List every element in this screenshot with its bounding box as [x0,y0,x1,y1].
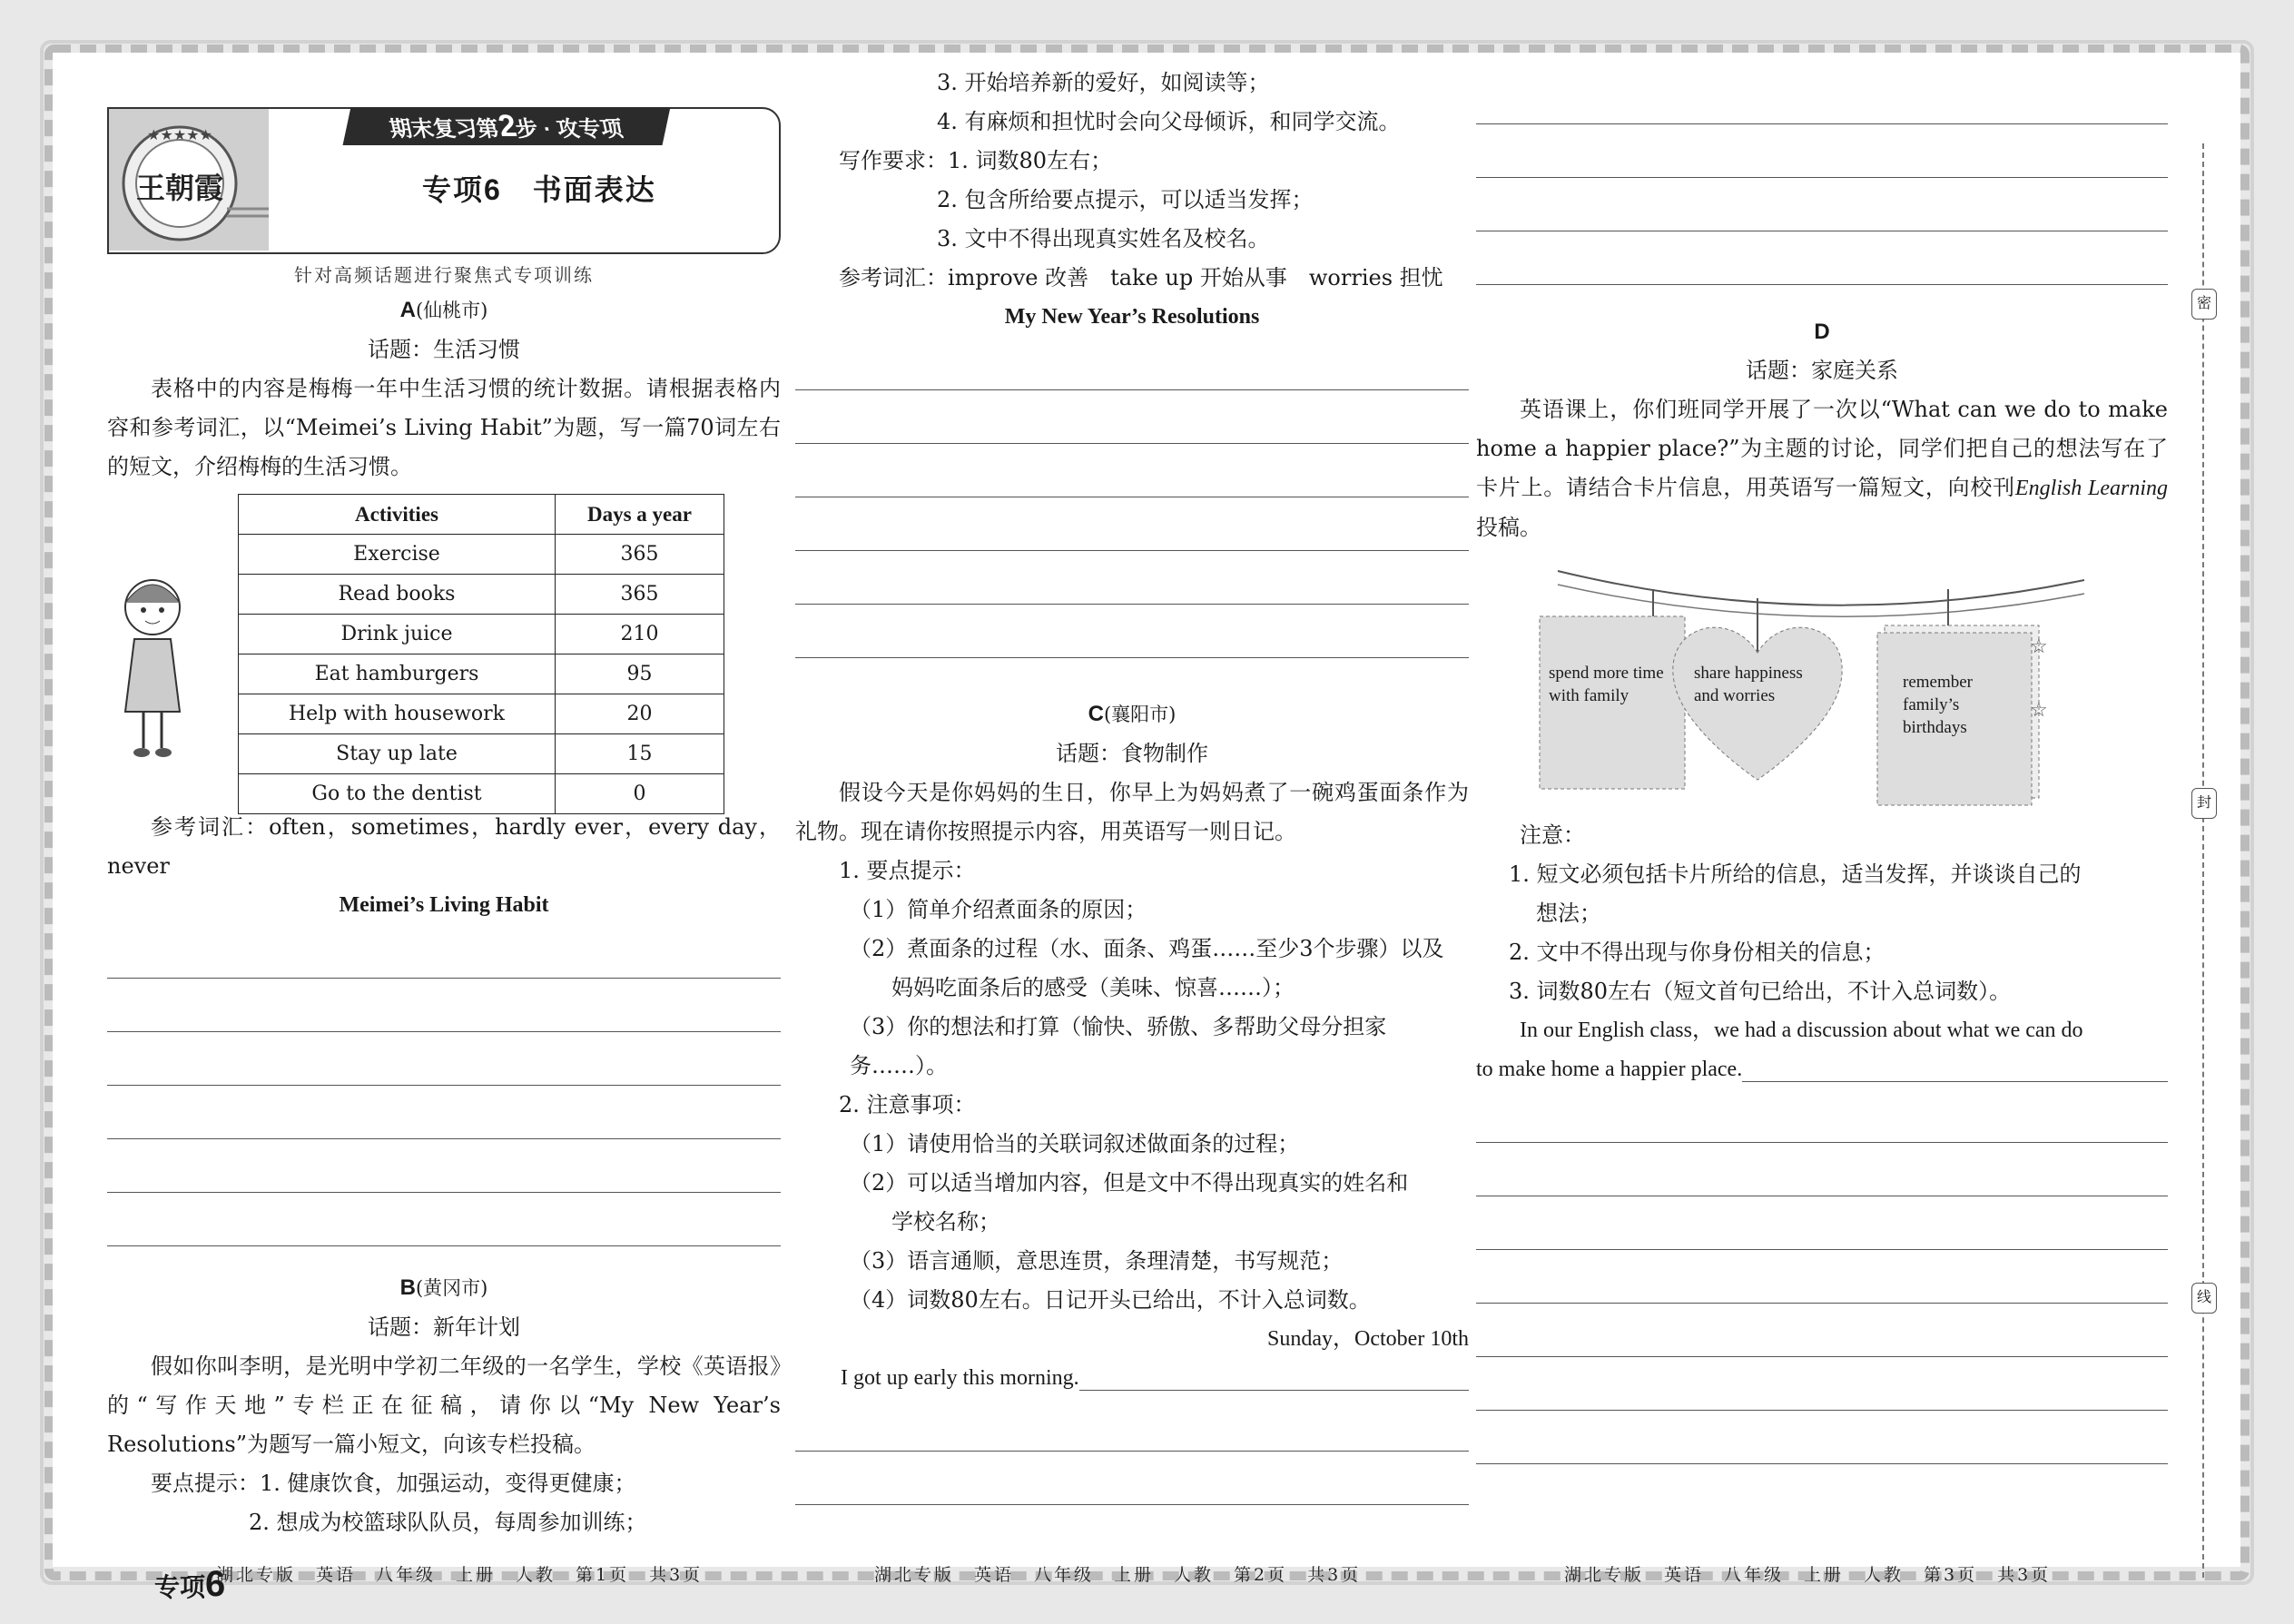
page-subtitle: 针对高频话题进行聚焦式专项训练 [294,264,594,286]
column-header: Activities [239,495,556,535]
svg-text:☆: ☆ [2030,699,2048,722]
days-cell: 210 [556,615,724,655]
seal-mark: 密 [2191,289,2217,320]
section-a-topic: 话题：生活习惯 [368,337,520,362]
diary-date: Sunday，October 10th [1267,1327,1469,1351]
section-b-req-3: 3. 文中不得出现真实姓名及校名。 [937,226,1270,251]
seal-mark: 封 [2191,788,2217,819]
table-row [239,535,724,575]
activity-cell: Read books [239,575,556,615]
section-c-topic: 话题：食物制作 [1056,741,1208,766]
section-b-req-1: 写作要求：1. 词数80左右； [839,148,1113,173]
days-cell: 95 [556,655,724,694]
section-b-point-1: 要点提示：1. 健康饮食，加强运动，变得更健康； [151,1471,636,1496]
writing-lines-c-continued[interactable] [1476,71,2168,285]
section-c-points-title: 1. 要点提示： [839,858,976,883]
activity-cell: Help with housework [239,694,556,734]
section-d-opening-2: to make home a happier place. [1476,1058,1743,1081]
section-d-note: 想法； [1536,901,1601,926]
writing-lines-b[interactable] [795,337,1469,658]
page-footer-1: 湖北专版 英语 八年级 上册 人教 第1页 共3页 [216,1565,704,1585]
writing-line[interactable] [1079,1363,1469,1391]
table-row [239,694,724,734]
writing-lines-d[interactable] [1476,1089,2168,1464]
section-b-heading: B(黄冈市) [399,1275,488,1300]
section-d-note: 3. 词数80左右（短文首句已给出，不计入总词数）。 [1509,979,2012,1004]
section-d-prompt: 英语课上，你们班同学开展了一次以“What can we do to make home a happier place?”为主题的讨论，同学们把自己的想法写在了卡片上。请结合卡片信息，用英语写一篇短文，向校刊English Learning投稿。 [1476,397,2169,540]
days-cell: 0 [556,774,724,814]
table-header-row [239,495,724,535]
review-step-banner: 期末复习第2步 · 攻专项 [343,107,671,145]
activity-cell: Drink juice [239,615,556,655]
section-c-prompt: 假设今天是你妈妈的生日，你早上为妈妈煮了一碗鸡蛋面条作为礼物。现在请你按照提示内容，用英语写一则日记。 [795,780,1469,844]
card-2-text: share happiness and worries [1694,664,1803,705]
section-c-point: （2）煮面条的过程（水、面条、鸡蛋……至少3个步骤）以及 [850,936,1444,961]
section-b-point-3: 3. 开始培养新的爱好，如阅读等； [937,70,1270,95]
writing-lines-a[interactable] [107,925,781,1246]
section-b-topic: 话题：新年计划 [368,1314,520,1340]
days-cell: 365 [556,535,724,575]
column-header: Days a year [556,495,724,535]
section-c-point: 妈妈吃面条后的感受（美味、惊喜……）； [891,975,1295,1000]
idea-cards-illustration [1521,553,2121,816]
diary-opening: I got up early this morning. [841,1366,1079,1390]
table-row [239,615,724,655]
section-c-heading: C(襄阳市) [1088,702,1177,726]
wangzhaoxia-logo [109,109,269,251]
writing-lines-c[interactable] [795,1398,1469,1505]
section-c-note: （3）语言通顺，意思连贯，条理清楚，书写规范； [850,1248,1344,1274]
section-d-note: 2. 文中不得出现与你身份相关的信息； [1509,940,1885,965]
section-c-note: （4）词数80左右。日记开头已给出，不计入总词数。 [850,1287,1371,1313]
svg-text:王朝霞: 王朝霞 [135,171,224,205]
activity-cell: Exercise [239,535,556,575]
days-cell: 20 [556,694,724,734]
activity-cell: Go to the dentist [239,774,556,814]
section-d-opening-1: In our English class，we had a discussion about what we can do [1520,1019,2083,1042]
writing-line[interactable] [1742,1054,2168,1082]
section-d-heading: D [1814,320,1830,344]
section-d-topic: 话题：家庭关系 [1746,358,1898,383]
days-cell: 15 [556,734,724,774]
page-footer-2: 湖北专版 英语 八年级 上册 人教 第2页 共3页 [874,1565,1362,1585]
table-row [239,575,724,615]
girl-illustration [107,566,198,766]
section-a-prompt: 表格中的内容是梅梅一年中生活习惯的统计数据。请根据表格内容和参考词汇，以“Meimei’s Living Habit”为题，写一篇70词左右的短文，介绍梅梅的生活习惯。 [107,376,781,479]
column-2 [795,64,1469,1505]
section-d-opening-row [1476,1050,2168,1089]
section-b-req-2: 2. 包含所给要点提示，可以适当发挥； [937,187,1314,212]
svg-text:☆: ☆ [2030,635,2048,658]
column-1 [107,53,781,1542]
page-footer-3: 湖北专版 英语 八年级 上册 人教 第3页 共3页 [1564,1565,2052,1585]
section-b-essay-title: My New Year’s Resolutions [1004,305,1260,329]
section-a-vocab: 参考词汇：often，sometimes，hardly ever，every day，never [107,814,781,879]
section-a-essay-title: Meimei’s Living Habit [339,893,549,917]
section-c-point: （3）你的想法和打算（愉快、骄傲、多帮助父母分担家务……）。 [850,1014,1387,1078]
svg-text:★★★★★: ★★★★★ [147,126,212,143]
section-c-note: 学校名称； [891,1209,1000,1235]
section-c-note: （2）可以适当增加内容，但是文中不得出现真实的姓名和 [850,1170,1409,1196]
table-row [239,655,724,694]
table-row [239,774,724,814]
section-b-vocab: 参考词汇：improve 改善 take up 开始从事 worries 担忧 [839,265,1443,290]
exam-sheet [53,53,2240,1604]
habit-table-area [107,494,781,821]
section-b-prompt: 假如你叫李明，是光明中学初二年级的一名学生，学校《英语报》的“写作天地”专栏正在征稿，请你以“My New Year’s Resolutions”为题写一篇小短文，向该专栏投稿。 [107,1353,781,1457]
column-3 [1476,71,2168,1464]
section-c-note: （1）请使用恰当的关联词叙述做面条的过程； [850,1131,1300,1156]
topic-tag: 专项6 [154,1564,226,1604]
seal-mark: 线 [2191,1283,2217,1314]
section-c-point: （1）简单介绍煮面条的原因； [850,897,1147,922]
activity-cell: Eat hamburgers [239,655,556,694]
section-b-point-4: 4. 有麻烦和担忧时会向父母倾诉，和同学交流。 [937,109,1401,134]
section-b-point-2: 2. 想成为校篮球队队员，每周参加训练； [249,1510,647,1535]
activity-cell: Stay up late [239,734,556,774]
section-header [107,107,781,286]
days-cell: 365 [556,575,724,615]
seal-line [2202,143,2204,1578]
section-d-note: 1. 短文必须包括卡片所给的信息，适当发挥，并谈谈自己的 [1509,861,2082,887]
diary-opening-row [795,1359,1469,1398]
living-habit-table [238,494,724,814]
section-d-notes-title: 注意： [1520,822,1585,848]
card-3-text: remember family’s birthdays [1903,673,1974,737]
section-c-notes-title: 2. 注意事项： [839,1092,976,1117]
table-row [239,734,724,774]
card-1-text: spend more time with family [1549,664,1664,705]
page-title: 专项6 书面表达 [422,173,656,206]
section-a-heading: A(仙桃市) [399,298,488,322]
